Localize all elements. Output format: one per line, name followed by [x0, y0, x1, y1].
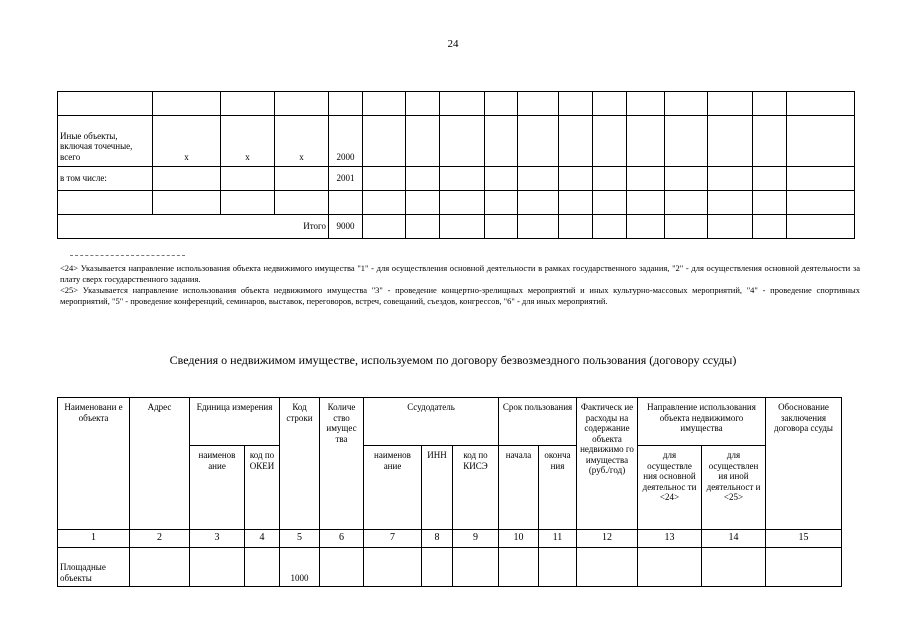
total-row: [58, 215, 855, 239]
header-unit-okei: код по ОКЕИ: [245, 446, 280, 530]
table-cell: x: [275, 116, 329, 167]
header-lender-inn: ИНН: [422, 446, 453, 530]
header-direction: Направление использования объекта недвижимого имущества: [638, 398, 766, 446]
header-term-start: начала: [499, 446, 539, 530]
column-number: 1: [58, 530, 130, 548]
header-row: [58, 398, 842, 446]
header-quantity: Количе ство имущес тва: [320, 398, 364, 530]
row-label-area-objects: Площадные объекты: [58, 548, 130, 587]
column-numbers-row: [58, 530, 842, 548]
footnotes: [60, 263, 860, 307]
column-number: 3: [190, 530, 245, 548]
continuation-table: [57, 91, 855, 239]
column-number: 4: [245, 530, 280, 548]
column-number: 5: [280, 530, 320, 548]
column-number: 8: [422, 530, 453, 548]
header-term: Срок пользования: [499, 398, 577, 446]
header-term-end: оконча ния: [539, 446, 577, 530]
header-unit: Единица измерения: [190, 398, 280, 446]
line-code-cell: 1000: [280, 548, 320, 587]
header-address: Адрес: [130, 398, 190, 530]
table-row: [58, 548, 842, 587]
table-cell: x: [153, 116, 221, 167]
footnote-separator: [70, 255, 185, 256]
page-number: 24: [447, 38, 459, 50]
header-unit-name: наименов ание: [190, 446, 245, 530]
column-number: 9: [453, 530, 499, 548]
header-line-code: Код строки: [280, 398, 320, 530]
column-number: 11: [539, 530, 577, 548]
table-row: [58, 167, 855, 191]
header-direction-main: для осуществле ния основной деятельнос ти <24>: [638, 446, 702, 530]
section-title: Сведения о недвижимом имуществе, используемом по договору безвозмездного пользования (договору ссуды): [169, 353, 737, 367]
header-lender-name: наименов ание: [364, 446, 422, 530]
row-label-including: в том числе:: [58, 167, 153, 191]
table-row: [58, 116, 855, 167]
column-number: 12: [577, 530, 638, 548]
table-row: [58, 191, 855, 215]
line-code-cell: 2000: [329, 116, 363, 167]
header-lender-kise: код по КИСЭ: [453, 446, 499, 530]
footnote-25: <25> Указывается направление использования объекта недвижимого имущества "3" - проведение концертно-зрелищных мероприятий и иных культурно-массовых мероприятий, "4" - проведение спортивных мероприятий, "5" - проведение конференций, семинаров, выставок, переговоров, встреч, совещаний, съездов, конгрессов, "6" - для иных мероприятий.: [60, 285, 860, 306]
header-actual-costs: Фактическ ие расходы на содержание объекта недвижимо го имущества (руб./год): [577, 398, 638, 530]
header-direction-other: для осуществлен ия иной деятельност и <25>: [702, 446, 766, 530]
column-number: 15: [766, 530, 842, 548]
column-number: 2: [130, 530, 190, 548]
row-label-other-objects: Иные объекты, включая точечные, всего: [58, 116, 153, 167]
table-cell: x: [221, 116, 275, 167]
header-justification: Обоснование заключения договора ссуды: [766, 398, 842, 530]
total-label: Итого: [58, 215, 329, 239]
column-number: 10: [499, 530, 539, 548]
footnote-24: <24> Указывается направление использования объекта недвижимого имущества "1" - для осуществления основной деятельности в рамках государственного задания, "2" - для осуществления основной деятельности за плату сверх государственного задания.: [60, 263, 860, 284]
column-number: 14: [702, 530, 766, 548]
line-code-cell: 2001: [329, 167, 363, 191]
header-object-name: Наименовани е объекта: [58, 398, 130, 530]
gratuitous-use-table: [57, 397, 842, 587]
table-row: [58, 92, 855, 116]
total-code: 9000: [329, 215, 363, 239]
header-lender: Ссудодатель: [364, 398, 499, 446]
column-number: 7: [364, 530, 422, 548]
column-number: 13: [638, 530, 702, 548]
column-number: 6: [320, 530, 364, 548]
